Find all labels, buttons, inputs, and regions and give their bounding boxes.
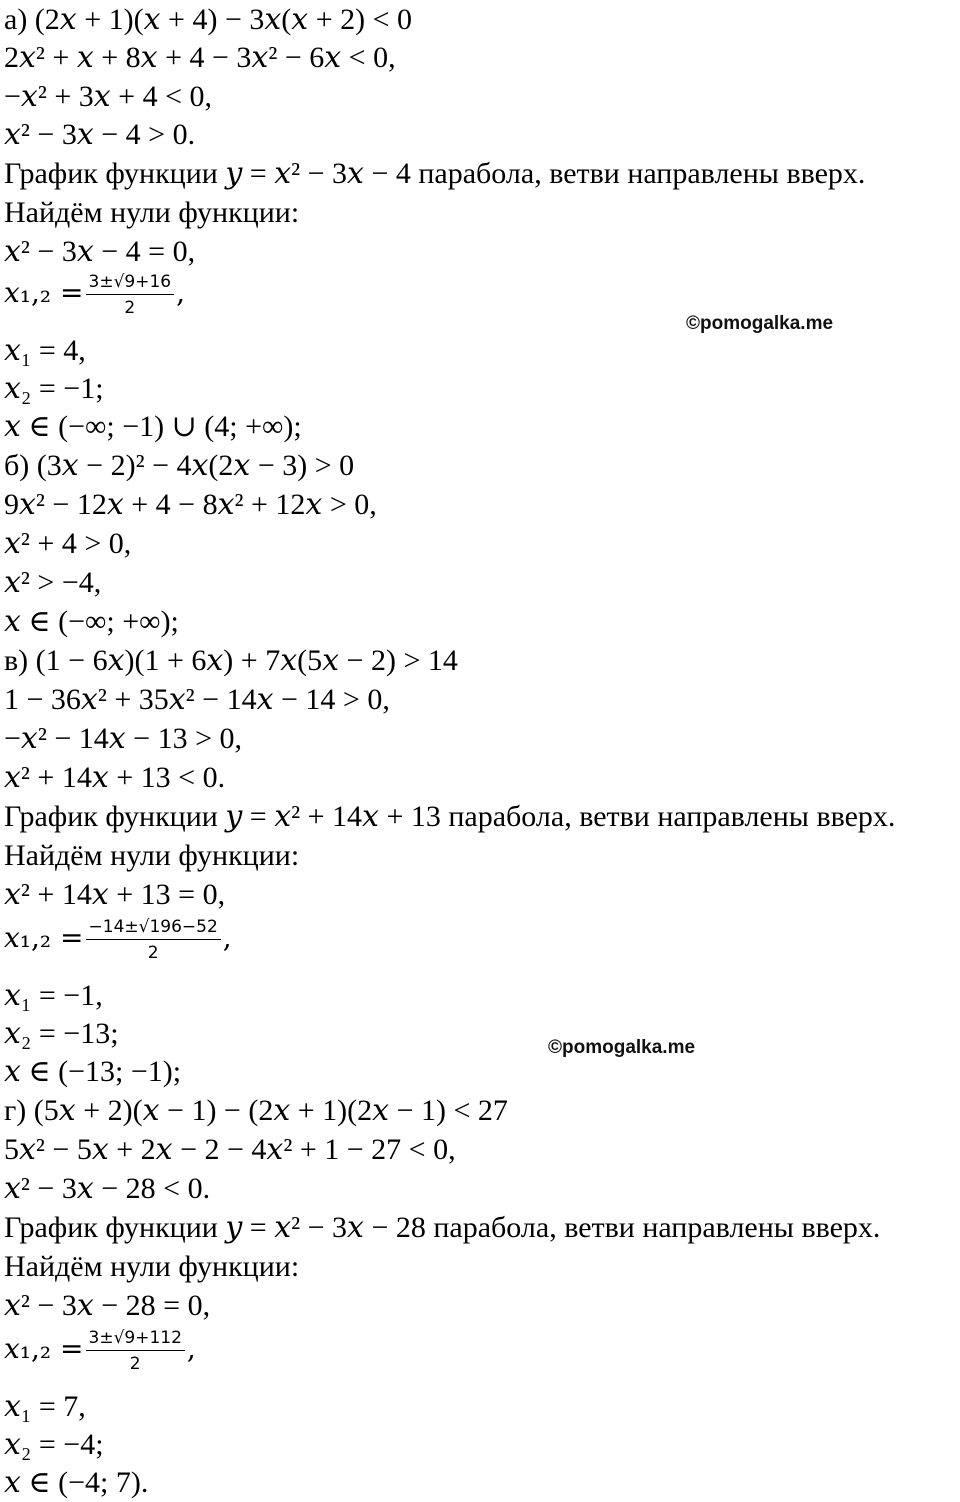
solution-line: 𝑥² − 3𝑥 − 28 = 0, — [4, 1289, 211, 1322]
solution-line: 𝑥₂ = −1; — [4, 372, 104, 405]
root-formula-lhs: 𝑥₁,₂ = — [4, 275, 84, 309]
fraction — [86, 1328, 185, 1374]
root-formula-lhs: 𝑥₁,₂ = — [4, 1331, 84, 1365]
solution-line: 𝑥₂ = −13; — [4, 1017, 119, 1050]
solution-line: 𝑥₂ = −4; — [4, 1428, 104, 1461]
solution-line: б) (3𝑥 − 2)² − 4𝑥(2𝑥 − 3) > 0 — [4, 449, 355, 482]
fraction-numerator: 3±√9+16 — [86, 272, 175, 295]
solution-line: −𝑥² + 3𝑥 + 4 < 0, — [4, 80, 213, 113]
fraction-tail: , — [222, 920, 232, 954]
root-formula-line — [4, 917, 232, 969]
fraction-tail: , — [176, 275, 186, 309]
solution-line: 𝑥² − 3𝑥 − 4 > 0. — [4, 118, 196, 151]
root-formula-lhs: 𝑥₁,₂ = — [4, 920, 84, 954]
solution-line: г) (5𝑥 + 2)(𝑥 − 1) − (2𝑥 + 1)(2𝑥 − 1) < 27 — [4, 1094, 508, 1127]
solution-line: 𝑥² − 3𝑥 − 28 < 0. — [4, 1172, 211, 1205]
watermark: ©pomogalka.me — [686, 313, 834, 334]
solution-line: 9𝑥² − 12𝑥 + 4 − 8𝑥² + 12𝑥 > 0, — [4, 488, 377, 521]
fraction — [86, 917, 221, 963]
fraction-denominator: 2 — [124, 298, 136, 318]
fraction — [86, 272, 175, 318]
solution-line: 5𝑥² − 5𝑥 + 2𝑥 − 2 − 4𝑥² + 1 − 27 < 0, — [4, 1133, 456, 1166]
solution-line: Найдём нули функции: — [4, 196, 300, 229]
solution-line: 1 − 36𝑥² + 35𝑥² − 14𝑥 − 14 > 0, — [4, 683, 390, 716]
solution-line: 𝑥₁ = 4, — [4, 334, 86, 367]
solution-line: −𝑥² − 14𝑥 − 13 > 0, — [4, 722, 243, 755]
solution-line: График функции 𝑦 = 𝑥² + 14𝑥 + 13 парабола, ветви направлены вверх. — [4, 800, 896, 833]
solution-line: 𝑥 ∈ (−∞; +∞); — [4, 605, 179, 638]
solution-line: а) (2𝑥 + 1)(𝑥 + 4) − 3𝑥(𝑥 + 2) < 0 — [4, 3, 413, 36]
root-formula-line — [4, 1328, 196, 1380]
fraction-denominator: 2 — [129, 1354, 141, 1374]
solution-line: Найдём нули функции: — [4, 839, 300, 872]
solution-line: 𝑥² > −4, — [4, 566, 102, 599]
solution-line: 𝑥² + 14𝑥 + 13 = 0, — [4, 878, 226, 911]
solution-line: 𝑥² + 4 > 0, — [4, 527, 132, 560]
solution-line: 𝑥² + 14𝑥 + 13 < 0. — [4, 761, 226, 794]
solution-line: в) (1 − 6𝑥)(1 + 6𝑥) + 7𝑥(5𝑥 − 2) > 14 — [4, 644, 458, 677]
solution-line: 𝑥 ∈ (−13; −1); — [4, 1055, 182, 1088]
solution-line: Найдём нули функции: — [4, 1250, 300, 1283]
fraction-numerator: 3±√9+112 — [86, 1328, 185, 1351]
solution-line: 𝑥₁ = 7, — [4, 1390, 86, 1423]
solution-line: 𝑥 ∈ (−4; 7). — [4, 1466, 149, 1499]
solution-line: График функции 𝑦 = 𝑥² − 3𝑥 − 4 парабола, ветви направлены вверх. — [4, 157, 866, 190]
root-formula-line — [4, 272, 185, 324]
fraction-numerator: −14±√196−52 — [86, 917, 221, 940]
solution-line: 𝑥 ∈ (−∞; −1) ∪ (4; +∞); — [4, 410, 302, 443]
solution-line: График функции 𝑦 = 𝑥² − 3𝑥 − 28 парабола, ветви направлены вверх. — [4, 1211, 881, 1244]
fraction-denominator: 2 — [147, 943, 159, 963]
watermark: ©pomogalka.me — [548, 1037, 696, 1058]
solution-line: 𝑥₁ = −1, — [4, 979, 103, 1012]
solution-line: 2𝑥² + 𝑥 + 8𝑥 + 4 − 3𝑥² − 6𝑥 < 0, — [4, 41, 396, 74]
fraction-tail: , — [186, 1331, 196, 1365]
solution-line: 𝑥² − 3𝑥 − 4 = 0, — [4, 235, 196, 268]
